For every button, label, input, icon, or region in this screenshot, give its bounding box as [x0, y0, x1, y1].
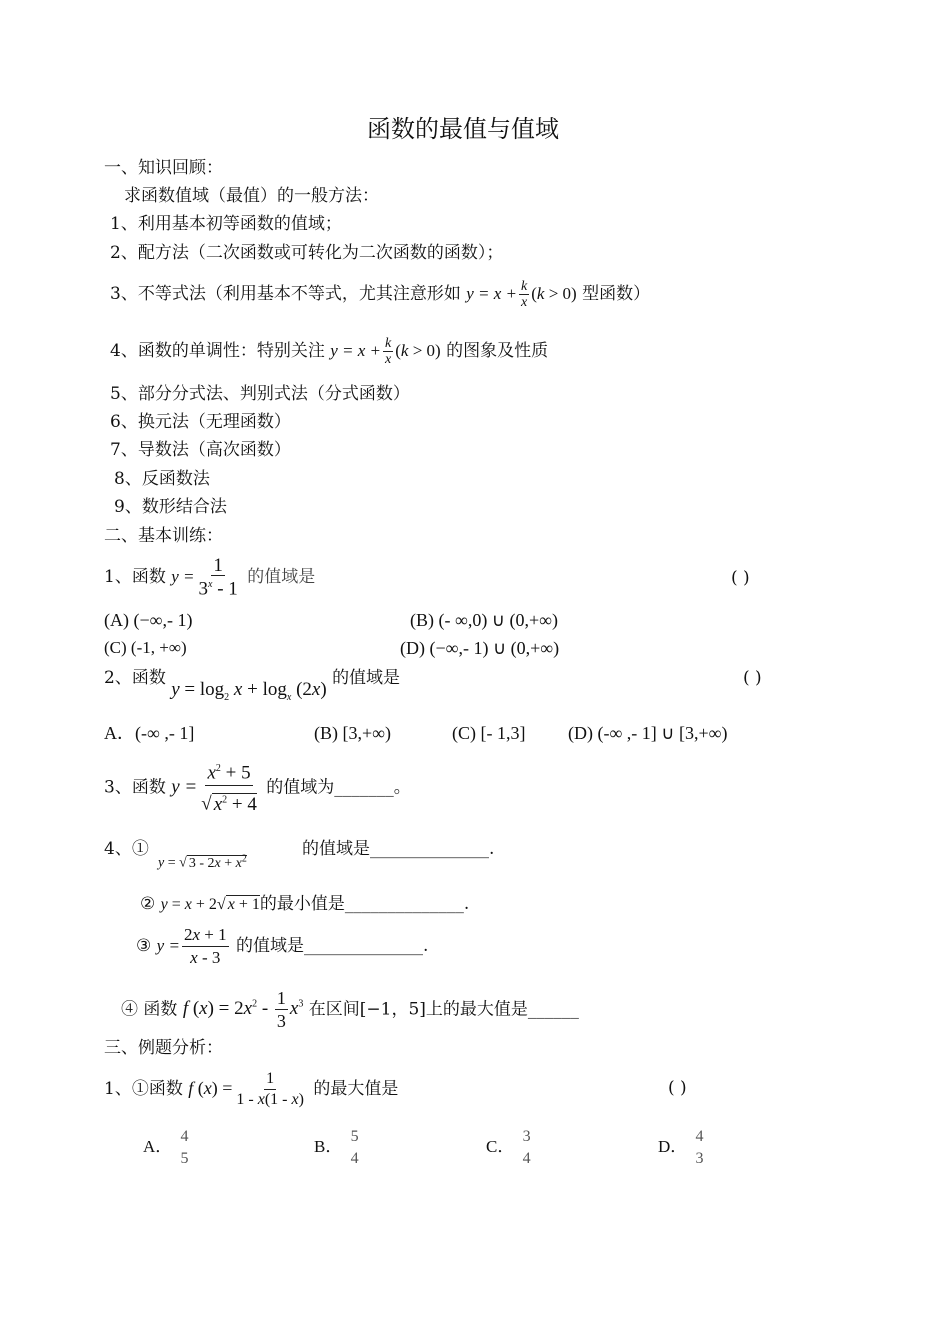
choice-c: (C) [- 1,3] — [452, 723, 526, 743]
choice-d: D． 4 3 — [658, 1128, 704, 1168]
choice-c: (C) (-1, +∞) — [104, 638, 187, 657]
method-4: 4、函数的单调性：特别关注 y = x + $\frac{k}{x}$ (k > 0) 的图象及性质 — [110, 336, 549, 367]
choice-a: A．(-∞ ,- 1] — [104, 723, 195, 743]
methods-intro: 求函数值域（最值）的一般方法： — [124, 186, 379, 206]
example-1: 1、①函数 f (x) = $\frac{1}{1 - x(1 - x)}$ 的最大值是 — [104, 1070, 399, 1108]
section1-heading: 一、知识回顾： — [104, 158, 223, 178]
formula: y = — [171, 567, 195, 586]
formula: y = x + — [466, 284, 518, 303]
question-4-1-tail: 的值域是______________. — [302, 839, 495, 859]
formula: y = x + — [330, 341, 382, 360]
question-2: 2、函数 $y = \log_2 x + \log_x (2x)$ 的值域是 — [104, 668, 401, 703]
method-2: 2、配方法（二次函数或可转化为二次函数的函数）； — [110, 243, 504, 263]
choice-b: (B) [3,+∞) — [314, 723, 391, 743]
formula: f $(x) = 2x^2$ - — [182, 998, 273, 1020]
choice-c: C． 3 4 — [486, 1128, 531, 1168]
section2-heading: 二、基本训练： — [104, 526, 223, 546]
choice-a: A． 4 5 — [143, 1128, 189, 1168]
answer-bracket: ( ) — [731, 568, 750, 588]
section3-heading: 三、例题分析： — [104, 1038, 223, 1058]
question-1: 1、函数 y = $\frac{1}{3^x - 1}$ 的值域是 — [104, 554, 316, 600]
formula: f (x) = — [188, 1078, 233, 1098]
question-4-2: ② y = x + 2√ x + 1的最小值是______________. — [140, 894, 470, 914]
method-9: 9、数形结合法 — [114, 497, 227, 517]
question-4-4: ④ 函数 f $(x) = 2x^2$ - $\frac{1}{3}$ $x^3$ 在区间[−1，5]上的最大值是______ — [121, 988, 579, 1032]
choice-b: B． 5 4 — [314, 1128, 359, 1168]
choice-b: (B) (- ∞,0) ∪ (0,+∞) — [410, 610, 558, 630]
choice-d: (D) (−∞,- 1) ∪ (0,+∞) — [400, 638, 560, 658]
answer-bracket: ( ) — [743, 668, 762, 688]
formula: y = √ $3 - 2x + x^2$ — [158, 853, 247, 871]
method-1: 1、利用基本初等函数的值域； — [110, 214, 342, 234]
formula: y — [171, 679, 180, 700]
choice-d: (D) (-∞ ,- 1] ∪ [3,+∞) — [568, 723, 728, 743]
formula: y = — [156, 936, 180, 955]
question-4-1: 4、① — [104, 839, 149, 859]
formula: y = — [171, 776, 198, 798]
choice-a: (A) (−∞,- 1) — [104, 610, 193, 630]
method-5: 5、部分分式法、判别式法（分式函数） — [110, 384, 410, 404]
answer-bracket: ( ) — [668, 1078, 687, 1098]
method-6: 6、换元法（无理函数） — [110, 412, 291, 432]
question-3: 3、函数 y = $\frac{x^2 + 5}{√ x^2 + 4}$ 的值域为_______。 — [104, 757, 411, 819]
question-4-3: ③ y = $\frac{2x + 1}{x - 3}$ 的值域是______________. — [136, 925, 429, 967]
page-title: 函数的最值与值域 — [367, 115, 559, 143]
method-7: 7、导数法（高次函数） — [110, 440, 291, 460]
method-8: 8、反函数法 — [114, 469, 210, 489]
method-3: 3、不等式法（利用基本不等式，尤其注意形如 y = x + $\frac{k}{x}$ (k > 0) 型函数） — [110, 279, 651, 310]
formula: y = x + 2√ x + 1 — [160, 896, 260, 913]
